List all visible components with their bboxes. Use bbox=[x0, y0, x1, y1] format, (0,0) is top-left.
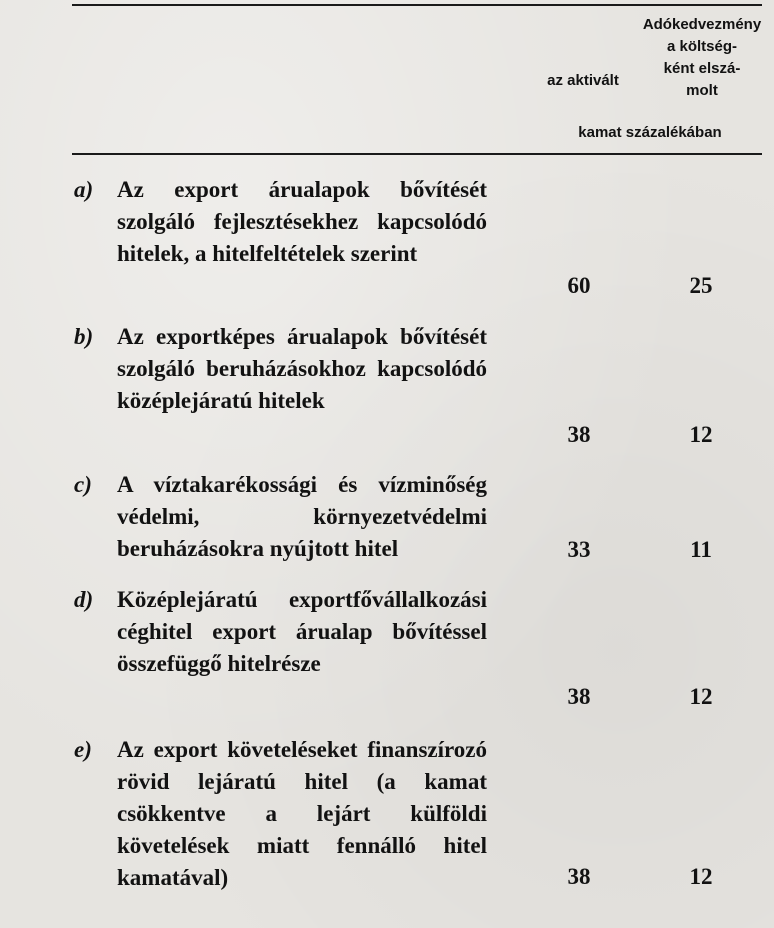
row-description: A víztakarékossági és vízminőség védelmi, környezetvédelmi beruházásokra nyújtott hitel bbox=[117, 472, 487, 561]
row-value-capitalized: 38 bbox=[567, 684, 591, 709]
row-letter: b) bbox=[74, 324, 94, 349]
row-value-expensed: 12 bbox=[689, 684, 713, 709]
row-value-capitalized: 33 bbox=[567, 537, 591, 562]
row-letter: e) bbox=[74, 737, 92, 762]
row-value-expensed: 11 bbox=[690, 537, 712, 562]
row-letter: d) bbox=[74, 587, 94, 612]
top-rule bbox=[72, 4, 762, 6]
column-header-unit: kamat százalékában bbox=[578, 124, 722, 141]
row-value-expensed: 25 bbox=[689, 273, 713, 298]
column-header-expensed: Adókedvezmény a költség- ként elszá- molt bbox=[642, 16, 762, 99]
row-value-capitalized: 38 bbox=[567, 864, 591, 889]
row-value-expensed: 12 bbox=[689, 864, 713, 889]
row-value-capitalized: 38 bbox=[567, 422, 591, 447]
row-letter: a) bbox=[74, 177, 94, 202]
row-letter: c) bbox=[74, 472, 92, 497]
row-description: Az export árualapok bővítését szolgáló fejlesztésekhez kapcsolódó hitelek, a hitelfeltételek szerint bbox=[117, 177, 487, 266]
row-description: Középlejáratú exportfővállalkozási céghitel export árualap bővítéssel összefüggő hitelrésze bbox=[117, 587, 487, 676]
column-header-capitalized: az aktivált bbox=[547, 72, 619, 89]
header-rule bbox=[72, 153, 762, 155]
row-value-expensed: 12 bbox=[689, 422, 713, 447]
row-description: Az exportképes árualapok bővítését szolgáló beruházásokhoz kapcsolódó középlejáratú hitelek bbox=[117, 324, 487, 413]
row-description: Az export követeléseket finanszírozó rövid lejáratú hitel (a kamat csökkentve a lejárt külföldi követelések miatt fennálló hitel kamatával) bbox=[117, 737, 487, 890]
row-value-capitalized: 60 bbox=[567, 273, 591, 298]
